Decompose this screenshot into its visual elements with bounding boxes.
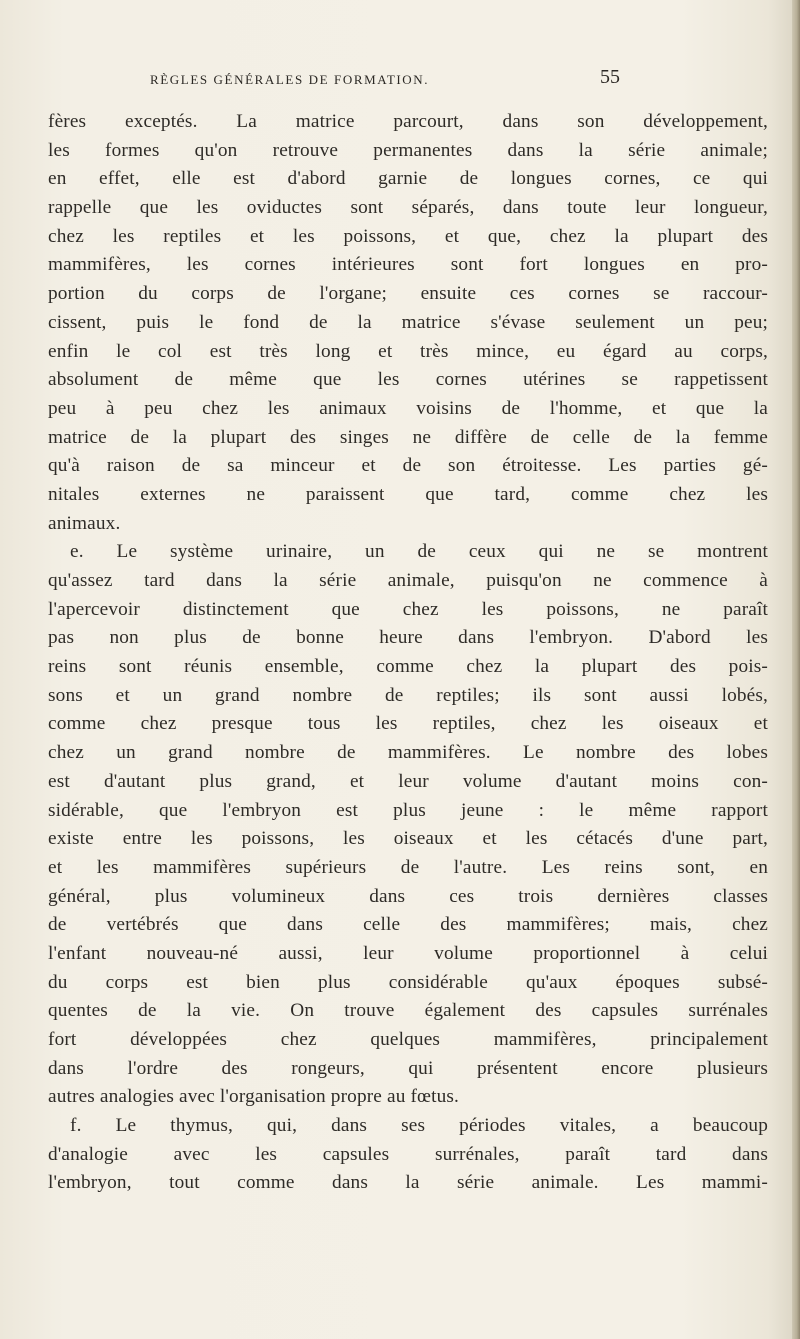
text-line: en effet, elle est d'abord garnie de longues cornes, ce qui bbox=[48, 168, 768, 190]
text-line: quentes de la vie. On trouve également des capsules surrénales bbox=[48, 1000, 768, 1022]
text-line: nitales externes ne paraissent que tard, comme chez les bbox=[48, 483, 768, 505]
text-line: rappelle que les oviductes sont séparés, dans toute leur longueur, bbox=[48, 197, 768, 219]
text-line: chez un grand nombre de mammifères. Le nombre des lobes bbox=[48, 742, 768, 764]
text-line: autres analogies avec l'organisation propre au fœtus. bbox=[48, 1086, 460, 1108]
text-line: cissent, puis le fond de la matrice s'évase seulement un peu; bbox=[48, 311, 768, 333]
text-line: fères exceptés. La matrice parcourt, dans son développement, bbox=[48, 111, 768, 132]
text-line: les formes qu'on retrouve permanentes dans la série animale; bbox=[48, 139, 768, 161]
text-line: et les mammifères supérieurs de l'autre. Les reins sont, en bbox=[48, 856, 768, 878]
text-line: absolument de même que les cornes utérines se rappetissent bbox=[48, 369, 768, 391]
text-line: sidérable, que l'embryon est plus jeune : le même rapport bbox=[48, 799, 768, 821]
text-line: est d'autant plus grand, et leur volume d'autant moins con- bbox=[48, 770, 768, 792]
text-line: de vertébrés que dans celle des mammifères; mais, chez bbox=[48, 914, 768, 936]
body-text bbox=[48, 108, 768, 1198]
text-line: général, plus volumineux dans ces trois dernières classes bbox=[48, 885, 768, 907]
text-line: existe entre les poissons, les oiseaux et les cétacés d'une part, bbox=[48, 828, 768, 850]
text-line: d'analogie avec les capsules surrénales, paraît tard dans bbox=[48, 1143, 768, 1165]
text-line: l'embryon, tout comme dans la série animale. Les mammi- bbox=[48, 1172, 768, 1194]
text-line: comme chez presque tous les reptiles, chez les oiseaux et bbox=[48, 713, 768, 735]
text-line: dans l'ordre des rongeurs, qui présentent encore plusieurs bbox=[48, 1057, 768, 1079]
text-line: l'enfant nouveau-né aussi, leur volume proportionnel à celui bbox=[48, 942, 768, 964]
text-line: qu'à raison de sa minceur et de son étroitesse. Les parties gé- bbox=[48, 455, 768, 477]
text-line: chez les reptiles et les poissons, et que, chez la plupart des bbox=[48, 225, 768, 247]
text-line: reins sont réunis ensemble, comme chez la plupart des pois- bbox=[48, 656, 768, 678]
text-line: animaux. bbox=[48, 512, 121, 534]
section-f-start: f. Le thymus, qui, dans ses périodes vitales, a beaucoup bbox=[70, 1115, 768, 1137]
text-line: pas non plus de bonne heure dans l'embryon. D'abord les bbox=[48, 627, 768, 649]
page-edge bbox=[792, 0, 800, 1339]
text-line: matrice de la plupart des singes ne diffère de celle de la femme bbox=[48, 426, 768, 448]
text-line: mammifères, les cornes intérieures sont fort longues en pro- bbox=[48, 254, 768, 276]
page-number: 55 bbox=[600, 66, 620, 88]
text-line: peu à peu chez les animaux voisins de l'homme, et que la bbox=[48, 397, 768, 419]
text-line: qu'assez tard dans la série animale, puisqu'on ne commence à bbox=[48, 570, 768, 591]
text-line: enfin le col est très long et très mince, eu égard au corps, bbox=[48, 340, 768, 362]
text-line: fort développées chez quelques mammifères, principalement bbox=[48, 1029, 768, 1050]
section-e-start: e. Le système urinaire, un de ceux qui ne se montrent bbox=[70, 541, 768, 563]
text-line: du corps est bien plus considérable qu'aux époques subsé- bbox=[48, 971, 768, 993]
text-line: portion du corps de l'organe; ensuite ces cornes se raccour- bbox=[48, 283, 768, 305]
text-line: sons et un grand nombre de reptiles; ils sont aussi lobés, bbox=[48, 684, 768, 706]
text-line: l'apercevoir distinctement que chez les poissons, ne paraît bbox=[48, 598, 768, 620]
running-title: RÈGLES GÉNÉRALES DE FORMATION. bbox=[150, 72, 430, 87]
